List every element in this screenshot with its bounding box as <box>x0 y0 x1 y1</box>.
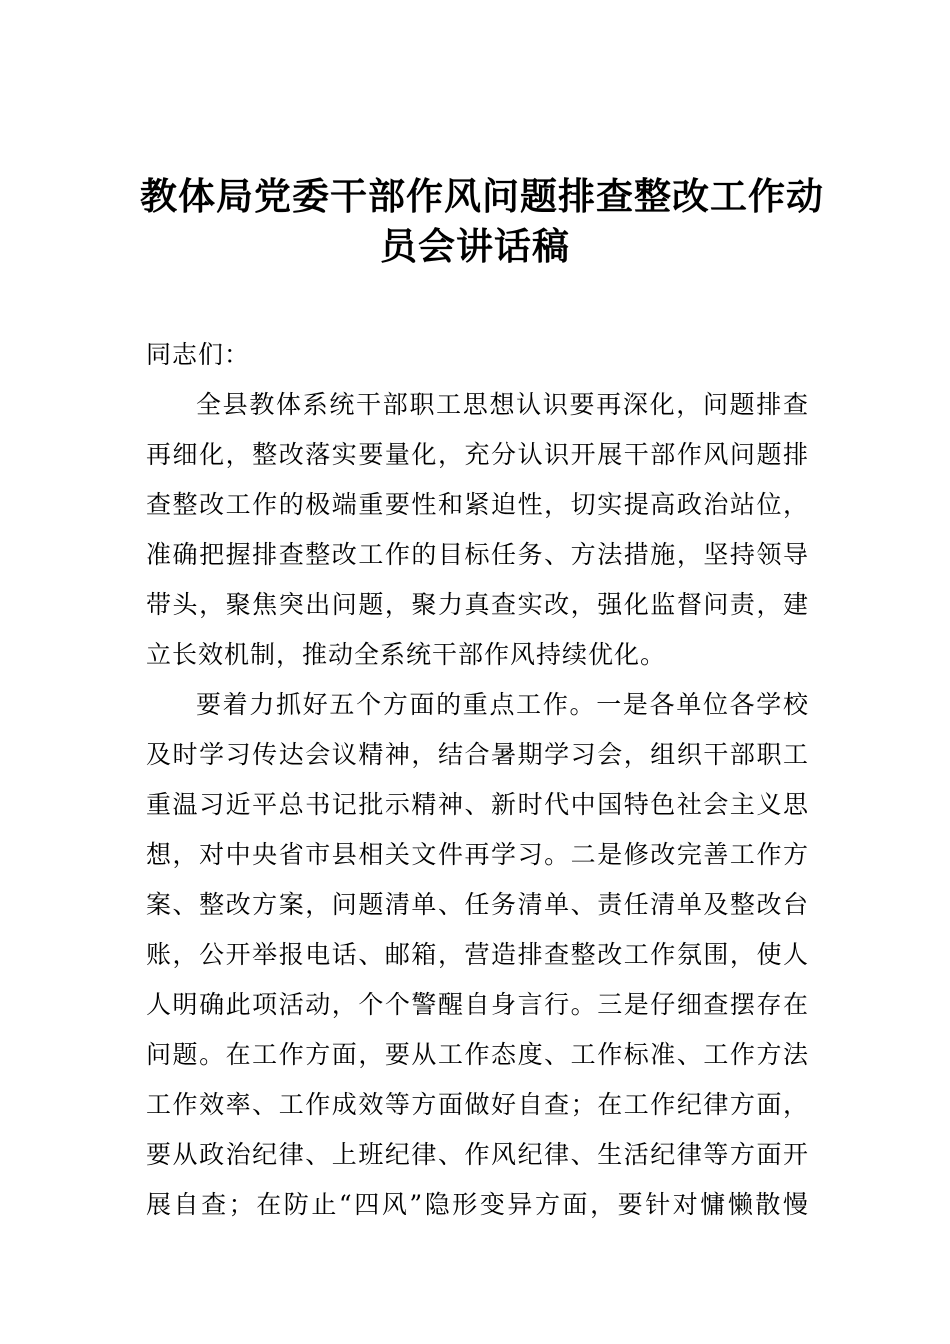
document-body <box>146 330 808 1230</box>
text-line: 立长效机制，推动全系统干部作风持续优化。 <box>146 640 667 669</box>
title-line: 员会讲话稿 <box>380 225 570 268</box>
text-line: 人明确此项活动，个个警醒自身言行。三是仔细查摆存在 <box>146 990 808 1019</box>
text-line: 工作效率、工作成效等方面做好自查；在工作纪律方面， <box>146 1090 808 1119</box>
text-line: 查整改工作的极端重要性和紧迫性，切实提高政治站位， <box>146 490 808 519</box>
text-line: 带头，聚焦突出问题，聚力真查实改，强化监督问责，建 <box>146 590 808 619</box>
text-line: 想，对中央省市县相关文件再学习。二是修改完善工作方 <box>146 840 808 869</box>
text-line: 问题。在工作方面，要从工作态度、工作标准、工作方法 <box>146 1040 808 1069</box>
text-line: 及时学习传达会议精神，结合暑期学习会，组织干部职工 <box>146 740 808 769</box>
paragraph-1 <box>146 380 808 680</box>
paragraph-2 <box>146 680 808 1230</box>
text-line: 全县教体系统干部职工思想认识要再深化，问题排查 <box>196 390 808 419</box>
document-title <box>140 172 824 272</box>
text-line: 再细化，整改落实要量化，充分认识开展干部作风问题排 <box>146 440 808 469</box>
text-line: 账，公开举报电话、邮箱，营造排查整改工作氛围，使人 <box>146 940 808 969</box>
title-line: 教体局党委干部作风问题排查整改工作动 <box>140 175 824 218</box>
text-line: 准确把握排查整改工作的目标任务、方法措施，坚持领导 <box>146 540 808 569</box>
text-line: 展自查；在防止“四风”隐形变异方面，要针对慵懒散慢 <box>146 1190 808 1219</box>
text-line: 要从政治纪律、上班纪律、作风纪律、生活纪律等方面开 <box>146 1140 808 1169</box>
text-line: 案、整改方案，问题清单、任务清单、责任清单及整改台 <box>146 890 808 919</box>
text-line: 重温习近平总书记批示精神、新时代中国特色社会主义思 <box>146 790 808 819</box>
salutation: 同志们： <box>146 340 251 369</box>
text-line: 要着力抓好五个方面的重点工作。一是各单位各学校 <box>196 690 808 719</box>
